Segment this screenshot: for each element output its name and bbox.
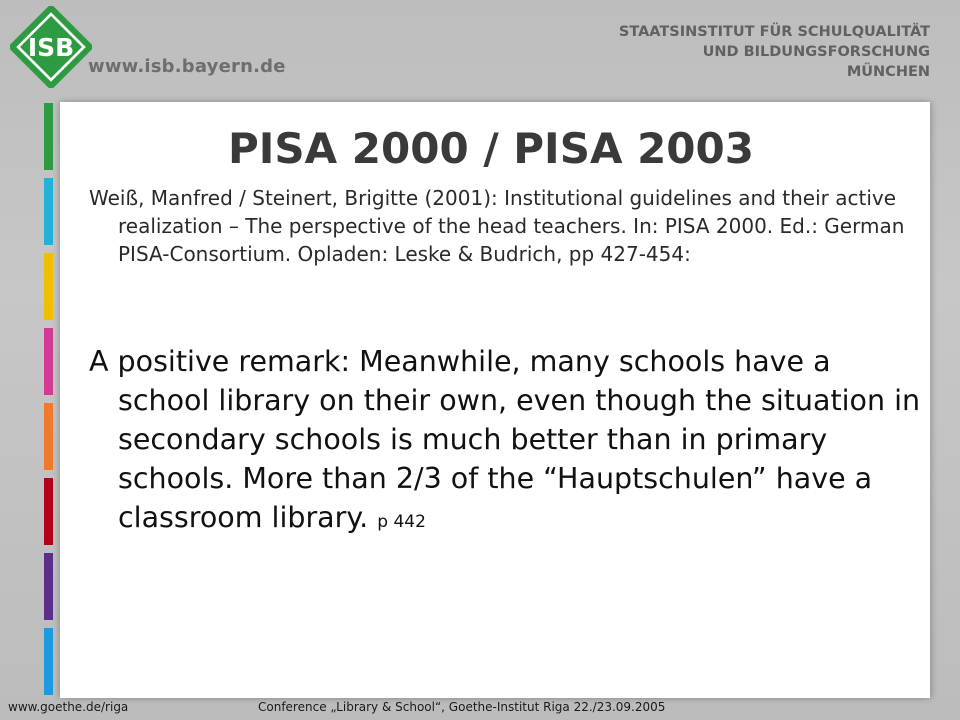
isb-logo	[10, 6, 92, 88]
slide-title: PISA 2000 / PISA 2003	[228, 124, 754, 173]
institute-line-2: UND BILDUNGSFORSCHUNG	[702, 44, 930, 60]
side-bar-cyan	[44, 178, 53, 245]
footer-conference: Conference „Library & School“, Goethe-Institut Riga 22./23.09.2005	[258, 700, 666, 714]
side-bar-green	[44, 103, 53, 170]
side-bar-blue	[44, 628, 53, 695]
page-reference: p 442	[377, 512, 426, 532]
institute-line-3: MÜNCHEN	[846, 64, 930, 80]
positive-remark	[89, 342, 928, 542]
logo-text: ISB	[27, 33, 75, 62]
footer-url[interactable]: www.goethe.de/riga	[8, 700, 129, 714]
isb-url[interactable]: www.isb.bayern.de	[88, 56, 286, 77]
institute-name	[619, 22, 930, 82]
side-bar-red	[44, 478, 53, 545]
side-bar-orange	[44, 403, 53, 470]
side-bar-pink	[44, 328, 53, 395]
side-bar-yellow	[44, 253, 53, 320]
reference-citation: Weiß, Manfred / Steinert, Brigitte (2001): Institutional guidelines and their active realization – The perspective of the head teachers. In: PISA 2000. Ed.: German PISA-Consortium. Opladen: Leske & Budrich, pp 427-454:	[89, 186, 905, 266]
remark-text: A positive remark: Meanwhile, many schools have a school library on their own, even though the situation in secondary schools is much better than in primary schools. More than 2/3 of the “Hauptschulen” have a classroom library.	[89, 345, 921, 534]
side-bar-purple	[44, 553, 53, 620]
institute-line-1: STAATSINSTITUT FÜR SCHULQUALITÄT	[618, 24, 930, 40]
